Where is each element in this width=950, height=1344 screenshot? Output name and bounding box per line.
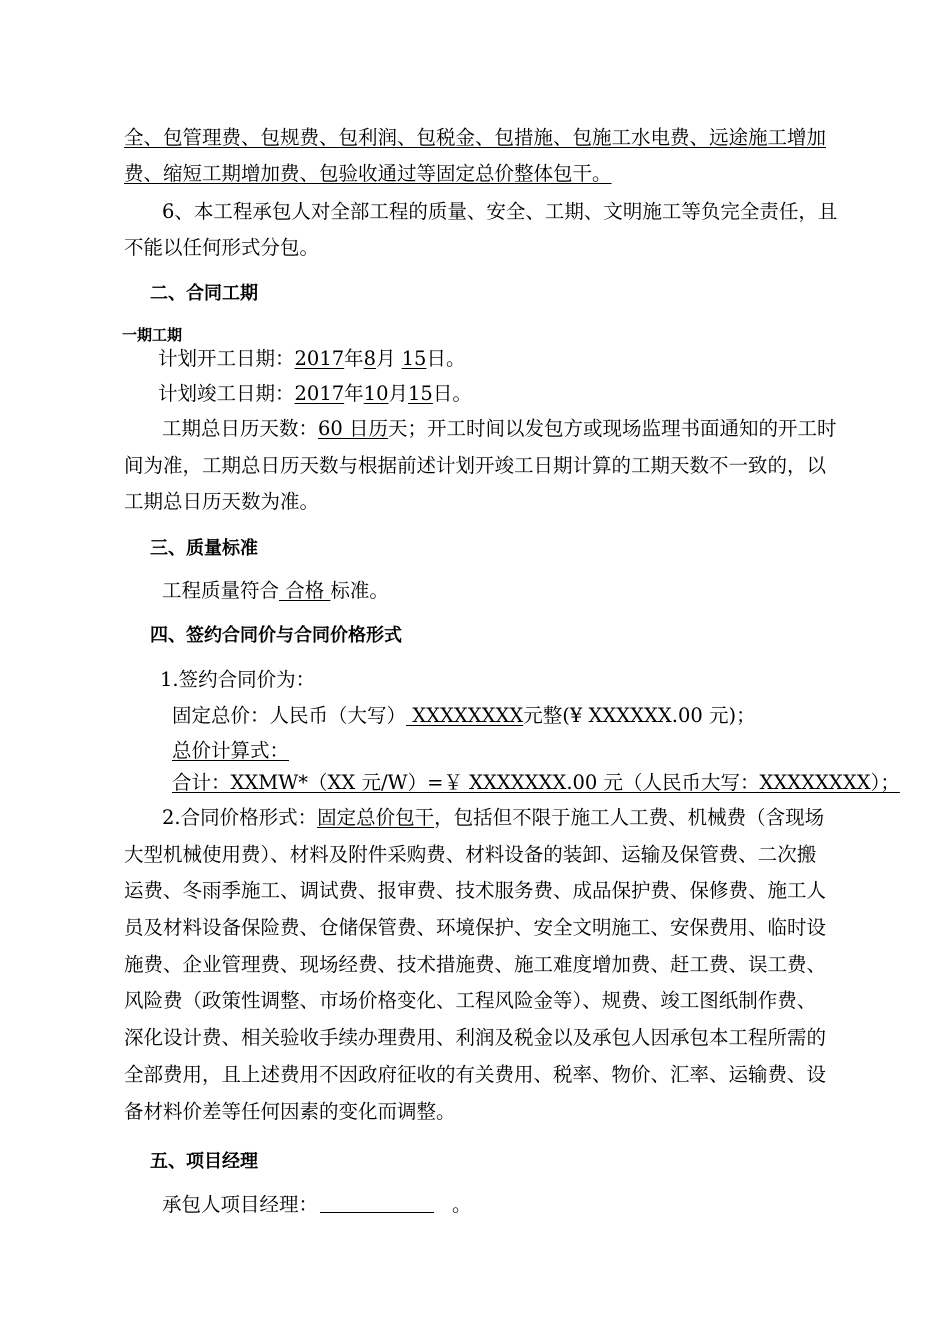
price-form-body-line: 全部费用，且上述费用不因政府征收的有关费用、税率、物价、汇率、运输费、设 [124,1063,827,1086]
project-manager-line: 承包人项目经理： 。 [162,1193,472,1216]
quality-value: 合格 [279,579,331,602]
project-manager-label: 承包人项目经理： [162,1193,319,1216]
price-form-body-line: 深化设计费、相关验收手续办理费用、利润及税金以及承包人因承包本工程所需的 [124,1026,827,1049]
duration-line-2: 间为准，工期总日历天数与根据前述计划开竣工日期计算的工期天数不一致的，以 [124,454,827,477]
project-manager-blank [320,1192,434,1213]
scope-line-1: 全、包管理费、包规费、包利润、包税金、包措施、包施工水电费、远途施工增加 [124,126,827,149]
start-date-label: 计划开工日期： [158,347,295,370]
phase1-subheading: 一期工期 [122,326,183,344]
section3-heading: 三、质量标准 [150,538,258,559]
price-form-body-line: 风险费（政策性调整、市场价格变化、工程风险金等）、规费、竣工图纸制作费、 [124,989,817,1012]
price-form-value: 固定总价包干 [317,806,435,829]
start-day: 15 [401,347,427,370]
total-formula-line: 合计：XXMW*（XX 元/W）=￥ XXXXXXX.00 元（人民币大写：XXXXXXXX）； [172,771,900,794]
quality-line: 工程质量符合 合格 标准。 [162,579,389,602]
duration-value: 60 日历 [318,417,389,440]
finish-date-line: 计划竣工日期：2017年10月15日。 [158,382,472,405]
contract-price-item1: 1.签约合同价为： [160,668,316,691]
item6-line-1: 6、本工程承包人对全部工程的质量、安全、工期、文明施工等负完全责任，且 [162,200,838,223]
finish-year: 2017 [294,382,345,405]
finish-day: 15 [408,382,433,405]
price-form-line: 2.合同价格形式：固定总价包干，包括但不限于施工人工费、机械费（含现场 [162,806,825,829]
price-form-body-line: 员及材料设备保险费、仓储保管费、环境保护、安全文明施工、安保费用、临时设 [124,916,827,939]
start-month: 8 [363,347,377,370]
duration-line-1: 工期总日历天数：60 日历天；开工时间以发包方或现场监理书面通知的开工时 [162,417,837,440]
section2-heading: 二、合同工期 [150,283,258,304]
fixed-total-amount: XXXXXXXX [406,704,524,727]
price-form-body-line: 备材料价差等任何因素的变化而调整。 [124,1100,456,1123]
item6-line-2: 不能以任何形式分包。 [124,236,320,259]
finish-date-label: 计划竣工日期： [158,382,295,405]
fixed-total-line: 固定总价：人民币（大写） XXXXXXXX元整(¥ XXXXXX.00 元)； [172,704,756,727]
scope-line-2: 费、缩短工期增加费、包验收通过等固定总价整体包干。 [124,162,612,185]
finish-month: 10 [363,382,389,405]
section4-heading: 四、签约合同价与合同价格形式 [150,625,402,646]
price-form-body-line: 施费、企业管理费、现场经费、技术措施费、施工难度增加费、赶工费、误工费、 [124,953,827,976]
section5-heading: 五、项目经理 [150,1151,258,1172]
price-form-body-line: 运费、冬雨季施工、调试费、报审费、技术服务费、成品保护费、保修费、施工人 [124,879,827,902]
calc-formula-label: 总价计算式： [172,739,290,762]
start-year: 2017 [294,347,345,370]
start-date-line: 计划开工日期：2017年8月 15日。 [158,347,466,370]
price-form-body-line: 大型机械使用费）、材料及附件采购费、材料设备的装卸、运输及保管费、二次搬 [124,843,817,866]
duration-line-3: 工期总日历天数为准。 [124,490,320,513]
